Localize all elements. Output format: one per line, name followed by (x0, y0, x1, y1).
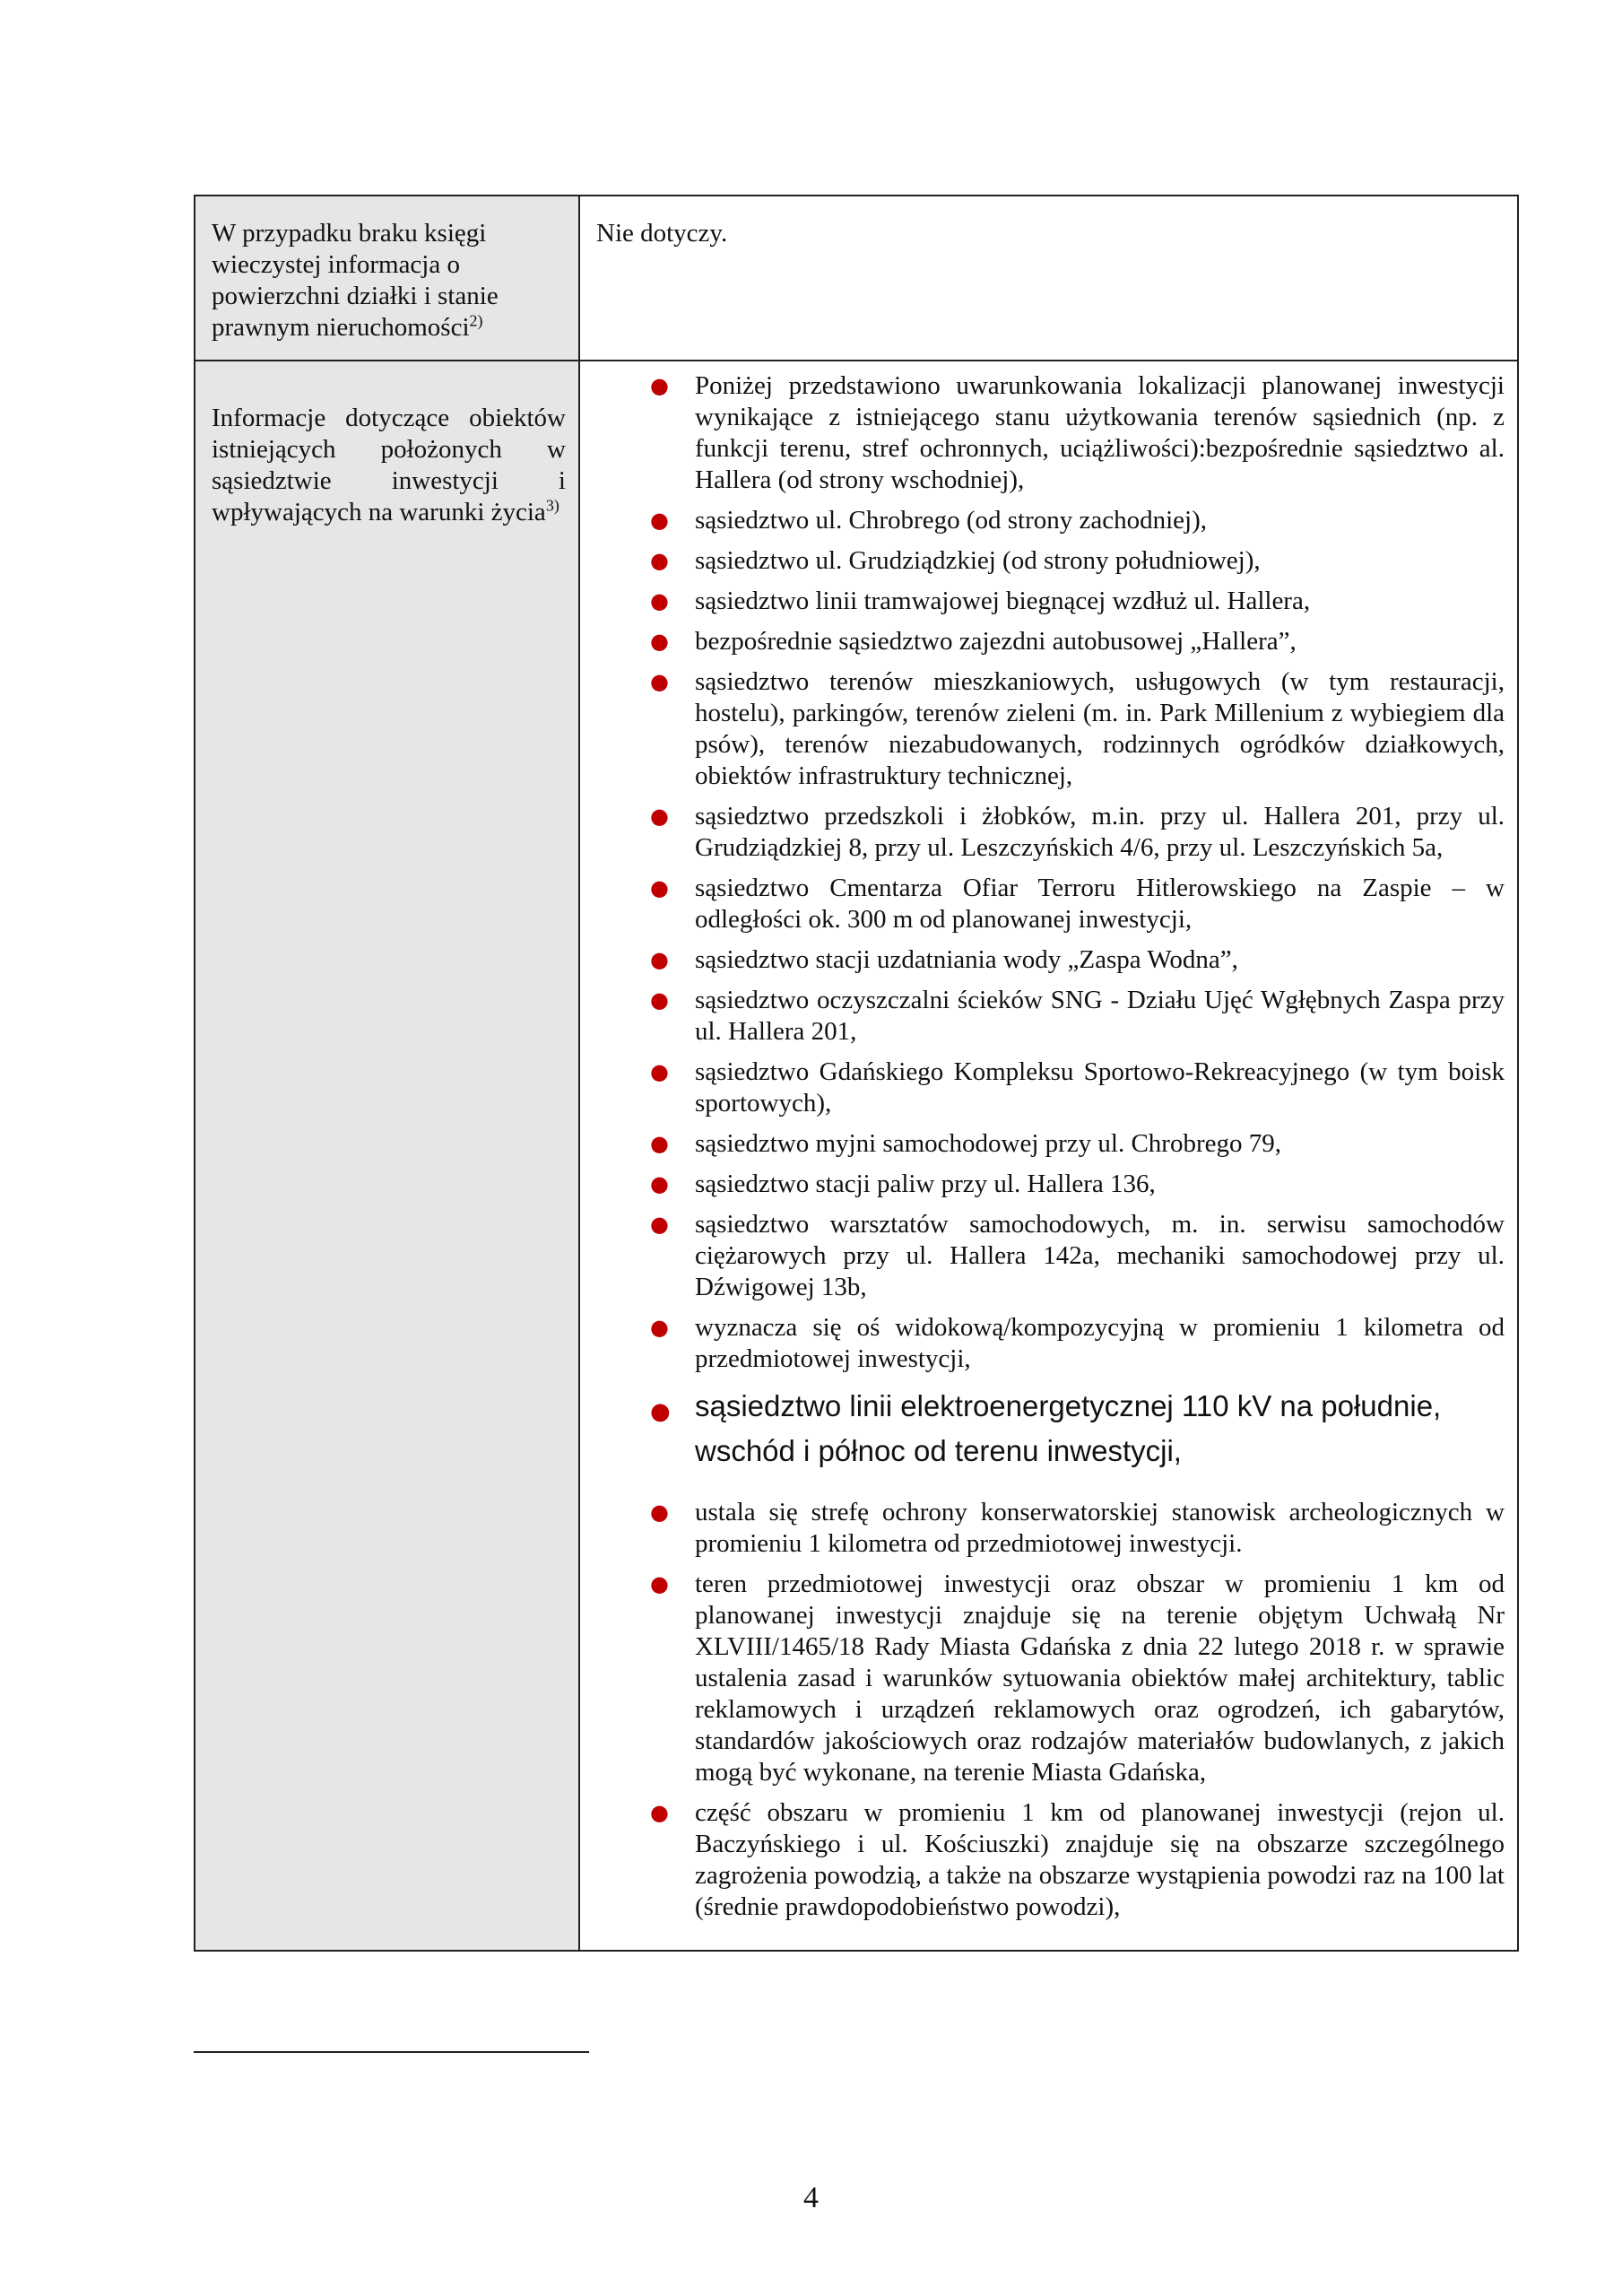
table-row (195, 196, 1518, 361)
row-label-cell (195, 361, 579, 1951)
list-item: ● sąsiedztwo przedszkoli i żłobków, m.in. przy ul. Hallera 201, przy ul. Grudziądzkiej 8, przy ul. Leszczyńskich 4/6, przy ul. Leszczyńskich 5a, (650, 802, 1505, 862)
list-item: ● sąsiedztwo oczyszczalni ścieków SNG - Działu Ujęć Wgłębnych Zaspa przy ul. Hallera 201, (650, 986, 1505, 1046)
list-item: ● sąsiedztwo stacji uzdatniania wody „Zaspa Wodna”, (650, 945, 1238, 974)
bullet-icon: ● (650, 1315, 669, 1340)
bullet-icon: ● (650, 804, 669, 829)
row-label: Informacje dotyczące obiektów istniejących położonych w sąsiedztwie inwestycji i wpływających na warunki życia (212, 404, 566, 526)
footnote-ref: 2) (469, 311, 483, 330)
bullet-icon: ● (650, 669, 669, 694)
list-item: ● sąsiedztwo linii elektroenergetycznej 110 kV na południe, wschód i północ od terenu inwestycji, (650, 1389, 1442, 1467)
info-table (194, 195, 1519, 1952)
list-item: ● Poniżej przedstawiono uwarunkowania lokalizacji planowanej inwestycji wynikające z istniejącego stanu użytkowania terenów sąsiednich (np. z funkcji terenu, stref ochronnych, uciążliwości):bezpośrednie sąsiedztwo al. Hallera (od strony wschodniej), (650, 371, 1505, 494)
bullet-icon: ● (650, 1800, 669, 1825)
list-item: ● część obszaru w promieniu 1 km od planowanej inwestycji (rejon ul. Baczyńskiego i ul. Kościuszki) znajduje się na obszarze szczególnego zagrożenia powodzią, a także na obszarze wystąpienia powodzi raz na 100 lat (średnie prawdopodobieństwo powodzi), (650, 1798, 1505, 1921)
bullet-icon: ● (650, 629, 669, 654)
list-item: ● sąsiedztwo warsztatów samochodowych, m. in. serwisu samochodów ciężarowych przy ul. Hallera 142a, mechaniki samochodowej przy ul. Dźwigowej 13b, (650, 1210, 1505, 1301)
list-item: ● sąsiedztwo ul. Grudziądzkiej (od strony południowej), (650, 546, 1261, 575)
bullet-icon: ● (650, 947, 669, 972)
list-item: ● sąsiedztwo myjni samochodowej przy ul. Chrobrego 79, (650, 1129, 1281, 1158)
row-label: W przypadku braku księgi wieczystej informacja o powierzchni działki i stanie prawnym nieruchomości (212, 219, 499, 342)
list-item: ● ustala się strefę ochrony konserwatorskiej stanowisk archeologicznych w promieniu 1 kilometra od przedmiotowej inwestycji. (650, 1498, 1505, 1558)
bullet-icon: ● (650, 508, 669, 533)
footnote-separator (194, 2051, 589, 2053)
bullet-icon: ● (650, 1212, 669, 1237)
bullet-icon: ● (650, 1398, 671, 1425)
list-item: ● sąsiedztwo Cmentarza Ofiar Terroru Hitlerowskiego na Zaspie – w odległości ok. 300 m od planowanej inwestycji, (650, 874, 1505, 934)
bullet-icon: ● (650, 875, 669, 900)
list-item: ● wyznacza się oś widokową/kompozycyjną w promieniu 1 kilometra od przedmiotowej inwestycji, (650, 1313, 1505, 1373)
row-value: Nie dotyczy. (596, 219, 728, 248)
list-item: ● bezpośrednie sąsiedztwo zajezdni autobusowej „Hallera”, (650, 627, 1297, 656)
bullet-icon: ● (650, 1059, 669, 1084)
bullet-icon: ● (650, 1571, 669, 1596)
list-item: ● teren przedmiotowej inwestycji oraz obszar w promieniu 1 km od planowanej inwestycji znajduje się na terenie objętym Uchwałą Nr XLVIII/1465/18 Rady Miasta Gdańska z dnia 22 lutego 2018 r. w sprawie ustalenia zasad i warunków sytuowania obiektów małej architektury, tablic reklamowych i urządzeń reklamowych oraz ogrodzeń, ich gabarytów, standardów jakościowych oraz rodzajów materiałów budowlanych, z jakich mogą być wykonane, na terenie Miasta Gdańska, (650, 1570, 1505, 1787)
list-item: ● sąsiedztwo terenów mieszkaniowych, usługowych (w tym restauracji, hostelu), parkingów, terenów zieleni (m. in. Park Millenium z wybiegiem dla psów), terenów niezabudowanych, rodzinnych ogródków działkowych, obiektów infrastruktury technicznej, (650, 667, 1505, 790)
list-item: ● sąsiedztwo Gdańskiego Kompleksu Sportowo-Rekreacyjnego (w tym boisk sportowych), (650, 1057, 1505, 1118)
bullet-icon: ● (650, 548, 669, 573)
bullet-list (596, 370, 1505, 1923)
bullet-icon: ● (650, 1131, 669, 1156)
bullet-icon: ● (650, 1500, 669, 1525)
bullet-icon: ● (650, 1171, 669, 1196)
row-value-cell (579, 196, 1518, 361)
list-item: ● sąsiedztwo stacji paliw przy ul. Hallera 136, (650, 1170, 1156, 1198)
footnote-ref: 3) (545, 496, 559, 515)
list-item: ● sąsiedztwo linii tramwajowej biegnącej wzdłuż ul. Hallera, (650, 587, 1311, 615)
row-label-cell (195, 196, 579, 361)
row-value-cell (579, 361, 1518, 1951)
bullet-icon: ● (650, 588, 669, 613)
list-item: ● sąsiedztwo ul. Chrobrego (od strony zachodniej), (650, 506, 1207, 535)
page-number: 4 (803, 2181, 819, 2214)
bullet-icon: ● (650, 373, 669, 398)
table-row (195, 361, 1518, 1951)
bullet-icon: ● (650, 987, 669, 1013)
